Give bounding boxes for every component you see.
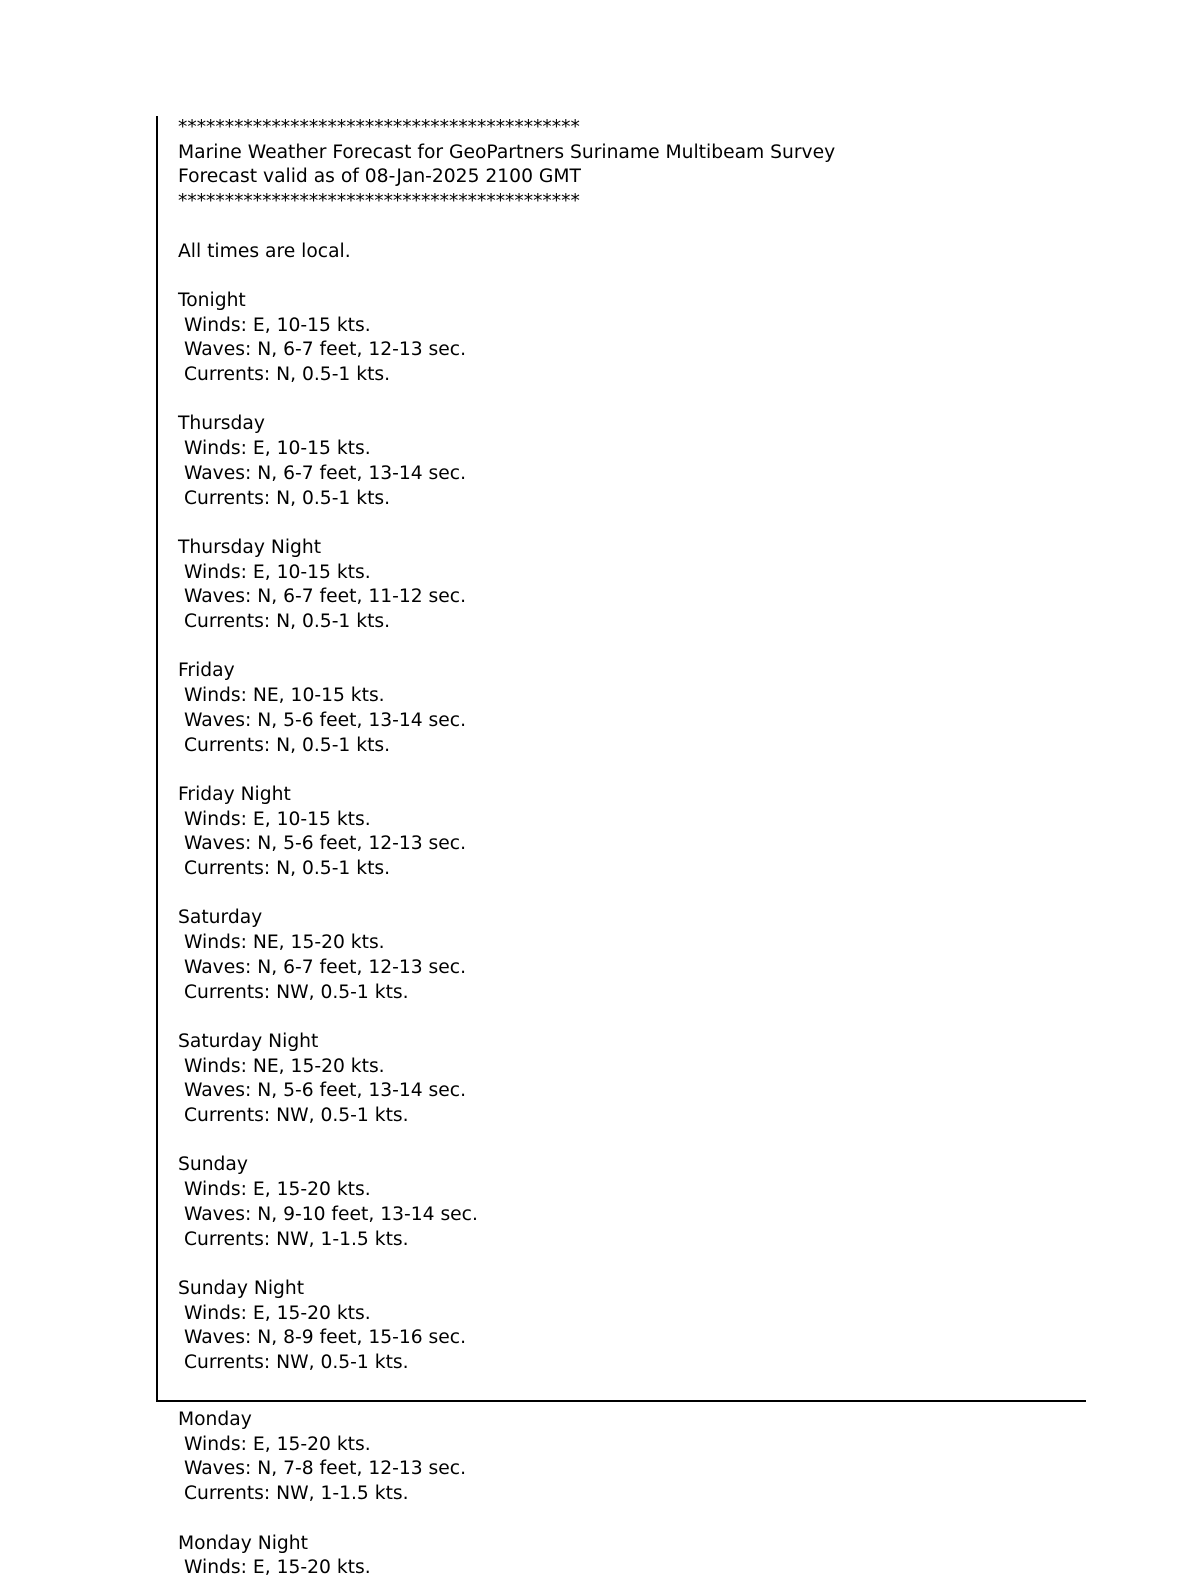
forecast-period-heading: Monday bbox=[178, 1409, 252, 1430]
winds-line: Winds: E, 15-20 kts. bbox=[178, 1179, 371, 1201]
blank-line bbox=[178, 264, 1086, 289]
forecast-section bbox=[178, 289, 1086, 413]
separator-line-bottom: ******************************************* bbox=[178, 191, 580, 213]
winds-line: Winds: E, 15-20 kts. bbox=[178, 1302, 371, 1324]
winds-line: Winds: E, 10-15 kts. bbox=[178, 438, 371, 460]
currents-line: Currents: NW, 0.5-1 kts. bbox=[178, 1352, 409, 1373]
forecast-section bbox=[178, 412, 1086, 536]
winds-line: Winds: E, 15-20 kts. bbox=[178, 1557, 371, 1575]
forecast-section bbox=[178, 783, 1086, 907]
waves-line: Waves: N, 6-7 feet, 13-14 sec. bbox=[178, 462, 467, 484]
forecast-period-heading: Friday Night bbox=[178, 783, 291, 805]
currents-line: Currents: N, 0.5-1 kts. bbox=[178, 734, 391, 756]
blank-line bbox=[178, 882, 1086, 907]
forecast-period-heading: Sunday Night bbox=[178, 1277, 305, 1299]
blank-line bbox=[178, 1507, 1086, 1532]
forecast-section bbox=[178, 1153, 1086, 1277]
forecast-period-heading: Tonight bbox=[178, 289, 246, 311]
currents-line: Currents: N, 0.5-1 kts. bbox=[178, 858, 391, 879]
forecast-section bbox=[178, 1408, 1086, 1532]
waves-line: Waves: N, 6-7 feet, 12-13 sec. bbox=[178, 339, 467, 361]
waves-line: Waves: N, 5-6 feet, 12-13 sec. bbox=[178, 833, 467, 855]
waves-line: Waves: N, 6-7 feet, 12-13 sec. bbox=[178, 956, 467, 978]
forecast-valid-line: Forecast valid as of 08-Jan-2025 2100 GMT bbox=[178, 166, 581, 188]
blank-line bbox=[178, 1005, 1086, 1030]
forecast-section bbox=[178, 1532, 1086, 1575]
currents-line: Currents: N, 0.5-1 kts. bbox=[178, 364, 391, 385]
forecast-section bbox=[178, 659, 1086, 783]
winds-line: Winds: NE, 10-15 kts. bbox=[178, 685, 385, 707]
waves-line: Waves: N, 6-7 feet, 11-12 sec. bbox=[178, 586, 467, 608]
currents-line: Currents: N, 0.5-1 kts. bbox=[178, 611, 391, 632]
forecast-period-heading: Monday Night bbox=[178, 1532, 308, 1554]
forecast-period-heading: Friday bbox=[178, 660, 235, 682]
waves-line: Waves: N, 7-8 feet, 12-13 sec. bbox=[178, 1458, 467, 1480]
separator-line-top: ******************************************* bbox=[178, 117, 580, 138]
forecast-sections-below-box bbox=[178, 1402, 1086, 1575]
forecast-period-heading: Thursday bbox=[178, 413, 265, 435]
waves-line: Waves: N, 5-6 feet, 13-14 sec. bbox=[178, 1080, 467, 1102]
currents-line: Currents: NW, 1-1.5 kts. bbox=[178, 1483, 409, 1505]
currents-line: Currents: NW, 0.5-1 kts. bbox=[178, 1105, 409, 1126]
blank-line bbox=[178, 1252, 1086, 1277]
winds-line: Winds: NE, 15-20 kts. bbox=[178, 932, 385, 954]
forecast-section bbox=[178, 906, 1086, 1030]
forecast-section bbox=[178, 1030, 1086, 1154]
winds-line: Winds: E, 10-15 kts. bbox=[178, 314, 371, 336]
blank-line bbox=[178, 215, 1086, 240]
winds-line: Winds: E, 10-15 kts. bbox=[178, 561, 371, 583]
currents-line: Currents: NW, 1-1.5 kts. bbox=[178, 1228, 409, 1250]
winds-line: Winds: NE, 15-20 kts. bbox=[178, 1055, 385, 1077]
forecast-section bbox=[178, 536, 1086, 660]
waves-line: Waves: N, 5-6 feet, 13-14 sec. bbox=[178, 709, 467, 731]
blank-line bbox=[178, 1129, 1086, 1154]
forecast-period-heading: Thursday Night bbox=[178, 536, 322, 558]
currents-line: Currents: N, 0.5-1 kts. bbox=[178, 487, 391, 509]
document-title: Marine Weather Forecast for GeoPartners Suriname Multibeam Survey bbox=[178, 141, 836, 163]
waves-line: Waves: N, 8-9 feet, 15-16 sec. bbox=[178, 1327, 467, 1349]
forecast-sections-in-box bbox=[178, 289, 1086, 1401]
blank-line bbox=[178, 511, 1086, 536]
forecast-period-heading: Saturday bbox=[178, 907, 263, 929]
currents-line: Currents: NW, 0.5-1 kts. bbox=[178, 981, 409, 1003]
blank-line bbox=[178, 388, 1086, 413]
forecast-period-heading: Sunday bbox=[178, 1154, 248, 1176]
waves-line: Waves: N, 9-10 feet, 13-14 sec. bbox=[178, 1203, 478, 1225]
forecast-text-box bbox=[156, 116, 1086, 1402]
forecast-section bbox=[178, 1277, 1086, 1401]
blank-line bbox=[178, 1376, 1086, 1401]
blank-line bbox=[178, 635, 1086, 660]
winds-line: Winds: E, 15-20 kts. bbox=[178, 1433, 371, 1455]
forecast-period-heading: Saturday Night bbox=[178, 1030, 319, 1052]
winds-line: Winds: E, 10-15 kts. bbox=[178, 808, 371, 830]
blank-line bbox=[178, 758, 1086, 783]
times-note: All times are local. bbox=[178, 240, 351, 262]
